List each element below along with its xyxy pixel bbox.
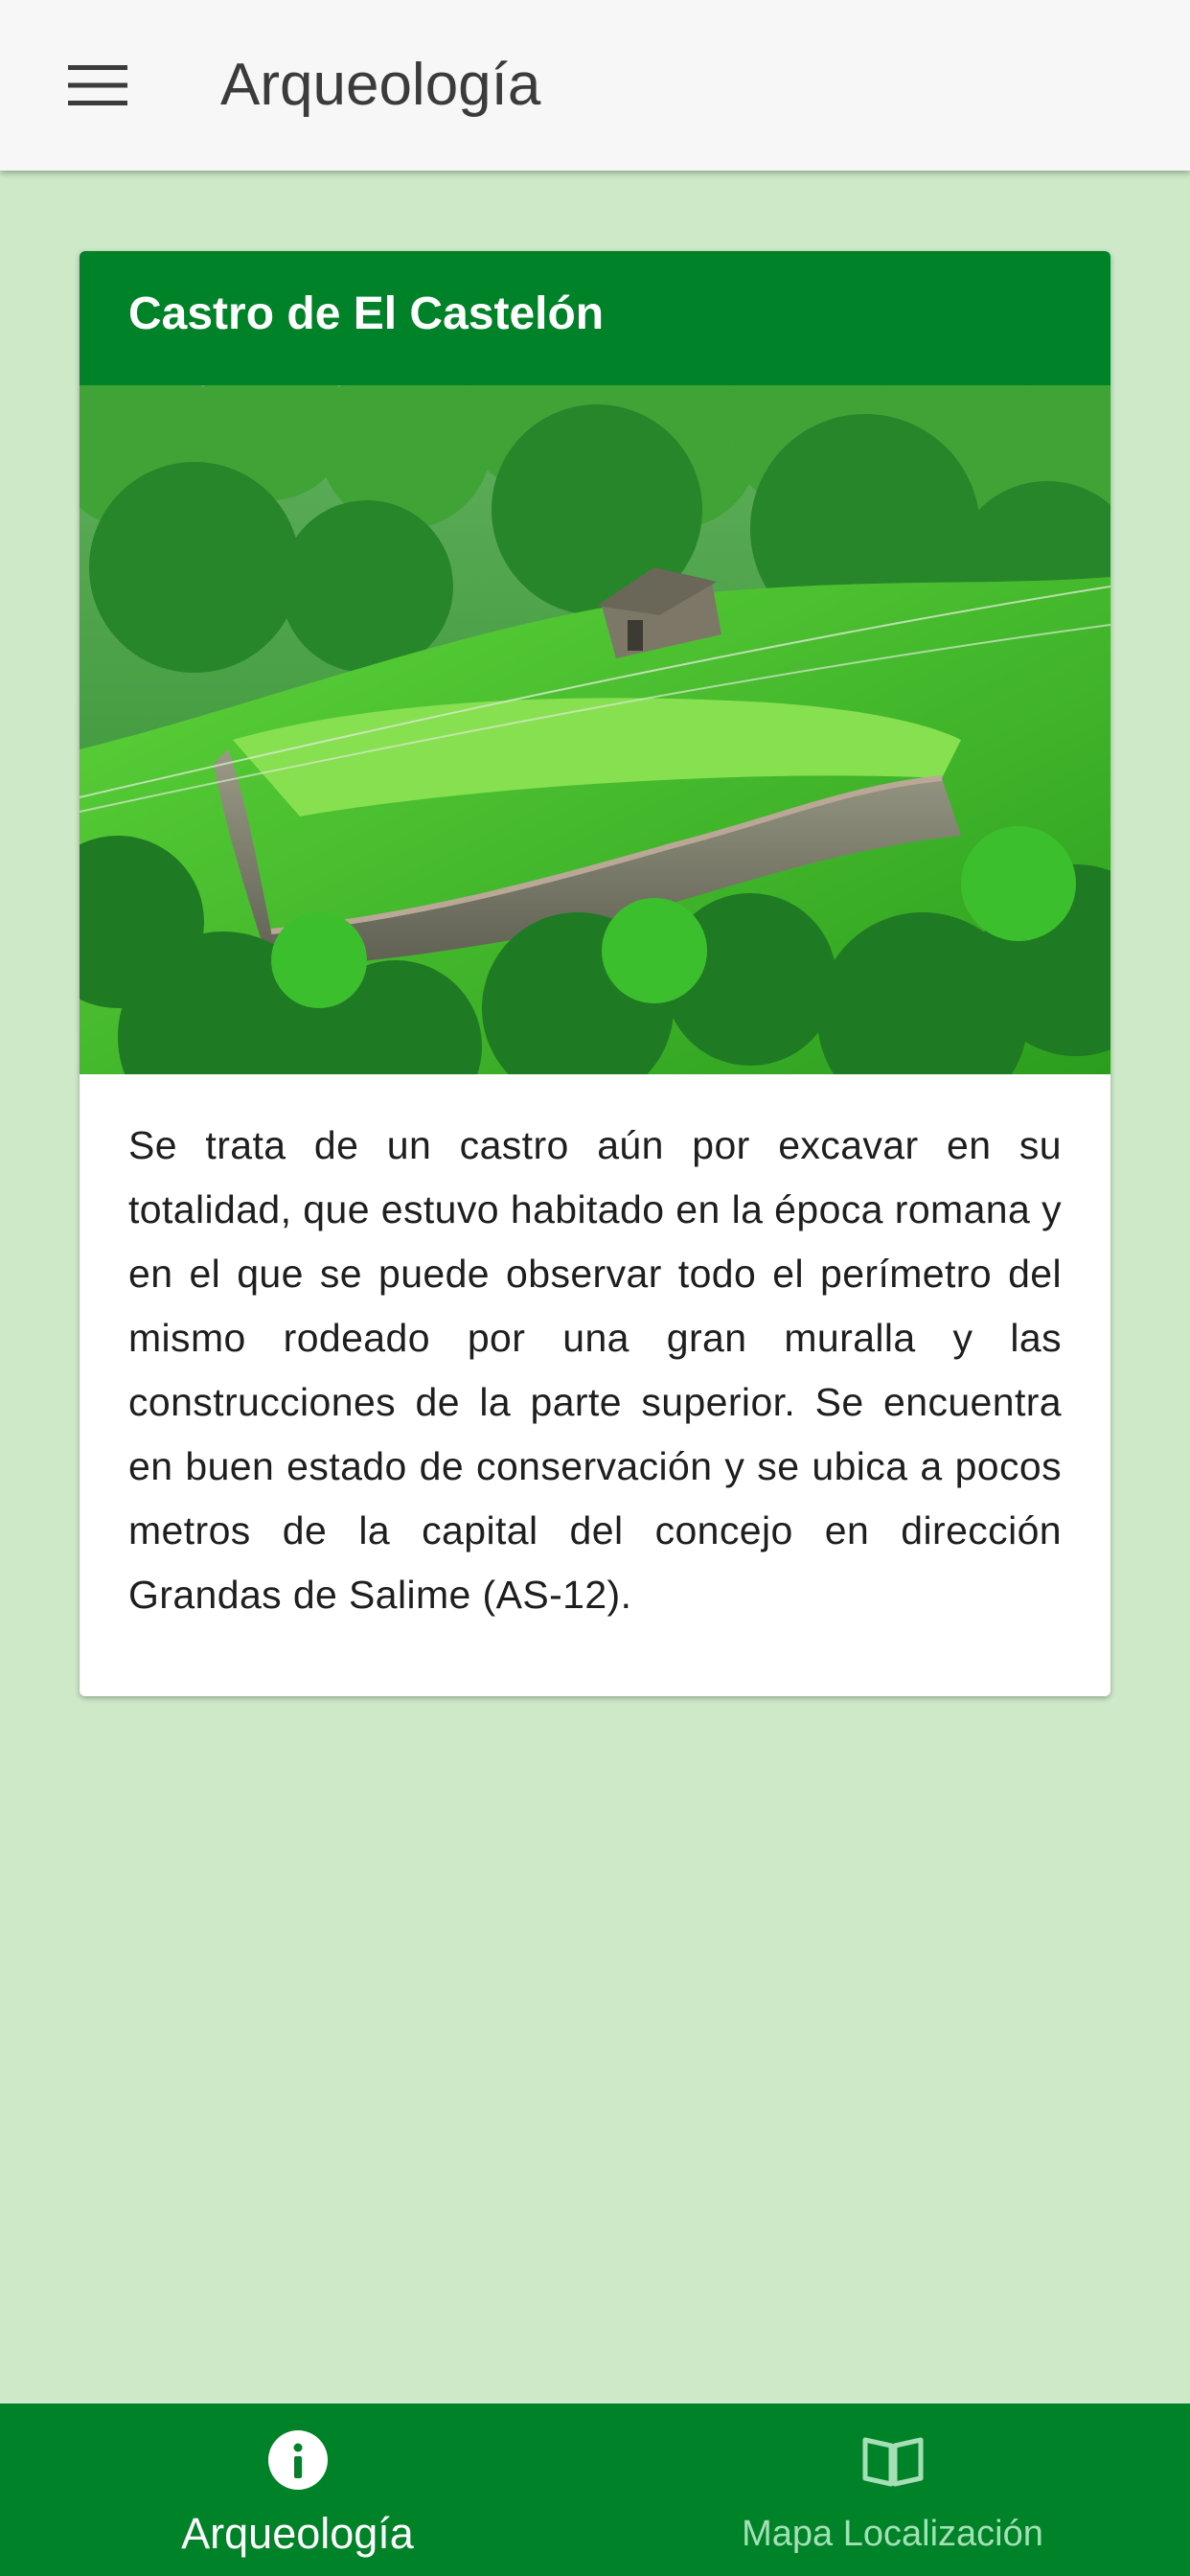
nav-label-arqueologia: Arqueología: [181, 2509, 414, 2558]
nav-tab-arqueologia[interactable]: [0, 2404, 595, 2576]
bottom-nav: [0, 2404, 1190, 2576]
card-description: Se trata de un castro aún por excavar en su totalidad, que estuvo habitado en la época romana y en el que se puede observar todo el perímetro del mismo rodeado por una gran muralla y las construcciones de la parte superior. Se encuentra en buen estado de conservación y se ubica a pocos metros de la capital del concejo en dirección Grandas de Salime (AS-12).: [128, 1123, 1062, 1617]
nav-tab-mapa-localizacion[interactable]: [595, 2404, 1190, 2576]
nav-label-mapa-localizacion: Mapa Localización: [742, 2514, 1043, 2554]
page-title: Arqueología: [220, 52, 541, 118]
card-title: Castro de El Castelón: [128, 288, 605, 339]
menu-icon: [68, 64, 127, 106]
site-card: [80, 251, 1110, 1696]
menu-button[interactable]: [50, 42, 146, 128]
book-icon: [859, 2426, 927, 2494]
app-bar: [0, 0, 1190, 171]
card-header: [80, 251, 1110, 385]
info-icon: [264, 2426, 332, 2494]
site-photo: [80, 385, 1110, 1074]
